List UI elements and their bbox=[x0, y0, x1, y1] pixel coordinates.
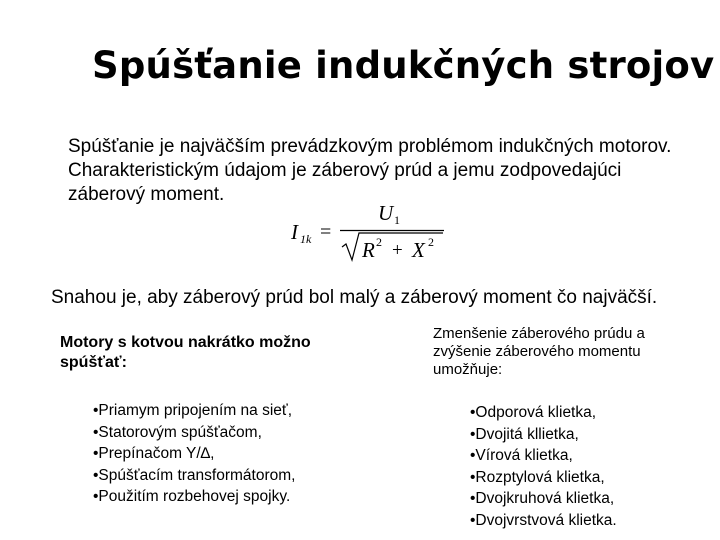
formula-denominator-x-exponent: 2 bbox=[428, 235, 434, 249]
slide-title: Spúšťanie indukčných strojov bbox=[92, 44, 715, 87]
formula-numerator-symbol: U bbox=[378, 201, 394, 225]
right-heading-line: umožňuje: bbox=[433, 361, 503, 378]
left-heading bbox=[60, 333, 360, 373]
intro-line: Charakteristickým údajom je záberový prúd a jemu zodpovedajúci bbox=[68, 160, 622, 181]
formula-lhs-subscript: 1k bbox=[300, 232, 312, 246]
formula-denominator-x: X bbox=[412, 238, 425, 262]
starting-current-formula bbox=[288, 200, 448, 262]
right-heading-line: Zmenšenie záberového prúdu a bbox=[433, 325, 645, 342]
formula-denominator-r-exponent: 2 bbox=[376, 235, 382, 249]
list-item: •Priamym pripojením na sieť, bbox=[93, 402, 293, 419]
starting-methods-list bbox=[93, 400, 353, 508]
formula-denominator-r: R bbox=[362, 238, 375, 262]
intro-line: Spúšťanie je najväčším prevádzkovým problémom indukčných motorov. bbox=[68, 136, 672, 157]
cage-types-list bbox=[470, 402, 710, 531]
formula-graphic bbox=[288, 200, 448, 262]
list-item: •Použitím rozbehovej spojky. bbox=[93, 488, 291, 505]
list-item: •Prepínačom Y/∆, bbox=[93, 445, 215, 462]
intro-paragraph bbox=[68, 135, 718, 207]
list-item: •Dvojitá kllietka, bbox=[470, 425, 579, 443]
formula-lhs-symbol: I bbox=[291, 220, 298, 244]
right-heading-line: zvýšenie záberového momentu bbox=[433, 343, 641, 360]
list-item: •Rozptylová klietka, bbox=[470, 468, 605, 486]
left-heading-line: spúšťať: bbox=[60, 354, 127, 371]
formula-numerator-subscript: 1 bbox=[394, 213, 400, 227]
list-item: •Statorovým spúšťačom, bbox=[93, 423, 262, 441]
intro-line: záberový moment. bbox=[68, 184, 225, 205]
formula-equals: = bbox=[320, 221, 332, 243]
list-item: •Spúšťacím transformátorom, bbox=[93, 466, 296, 484]
goal-note: Snahou je, aby záberový prúd bol malý a záberový moment čo najväčší. bbox=[51, 287, 658, 308]
left-heading-line: Motory s kotvou nakrátko možno bbox=[60, 334, 311, 351]
right-heading bbox=[433, 325, 713, 379]
list-item: •Dvojkruhová klietka, bbox=[470, 490, 615, 507]
list-item: •Dvojvrstvová klietka. bbox=[470, 511, 617, 529]
list-item: •Vírová klietka, bbox=[470, 447, 573, 464]
formula-denominator-plus: + bbox=[392, 240, 403, 261]
list-item: •Odporová klietka, bbox=[470, 404, 597, 421]
